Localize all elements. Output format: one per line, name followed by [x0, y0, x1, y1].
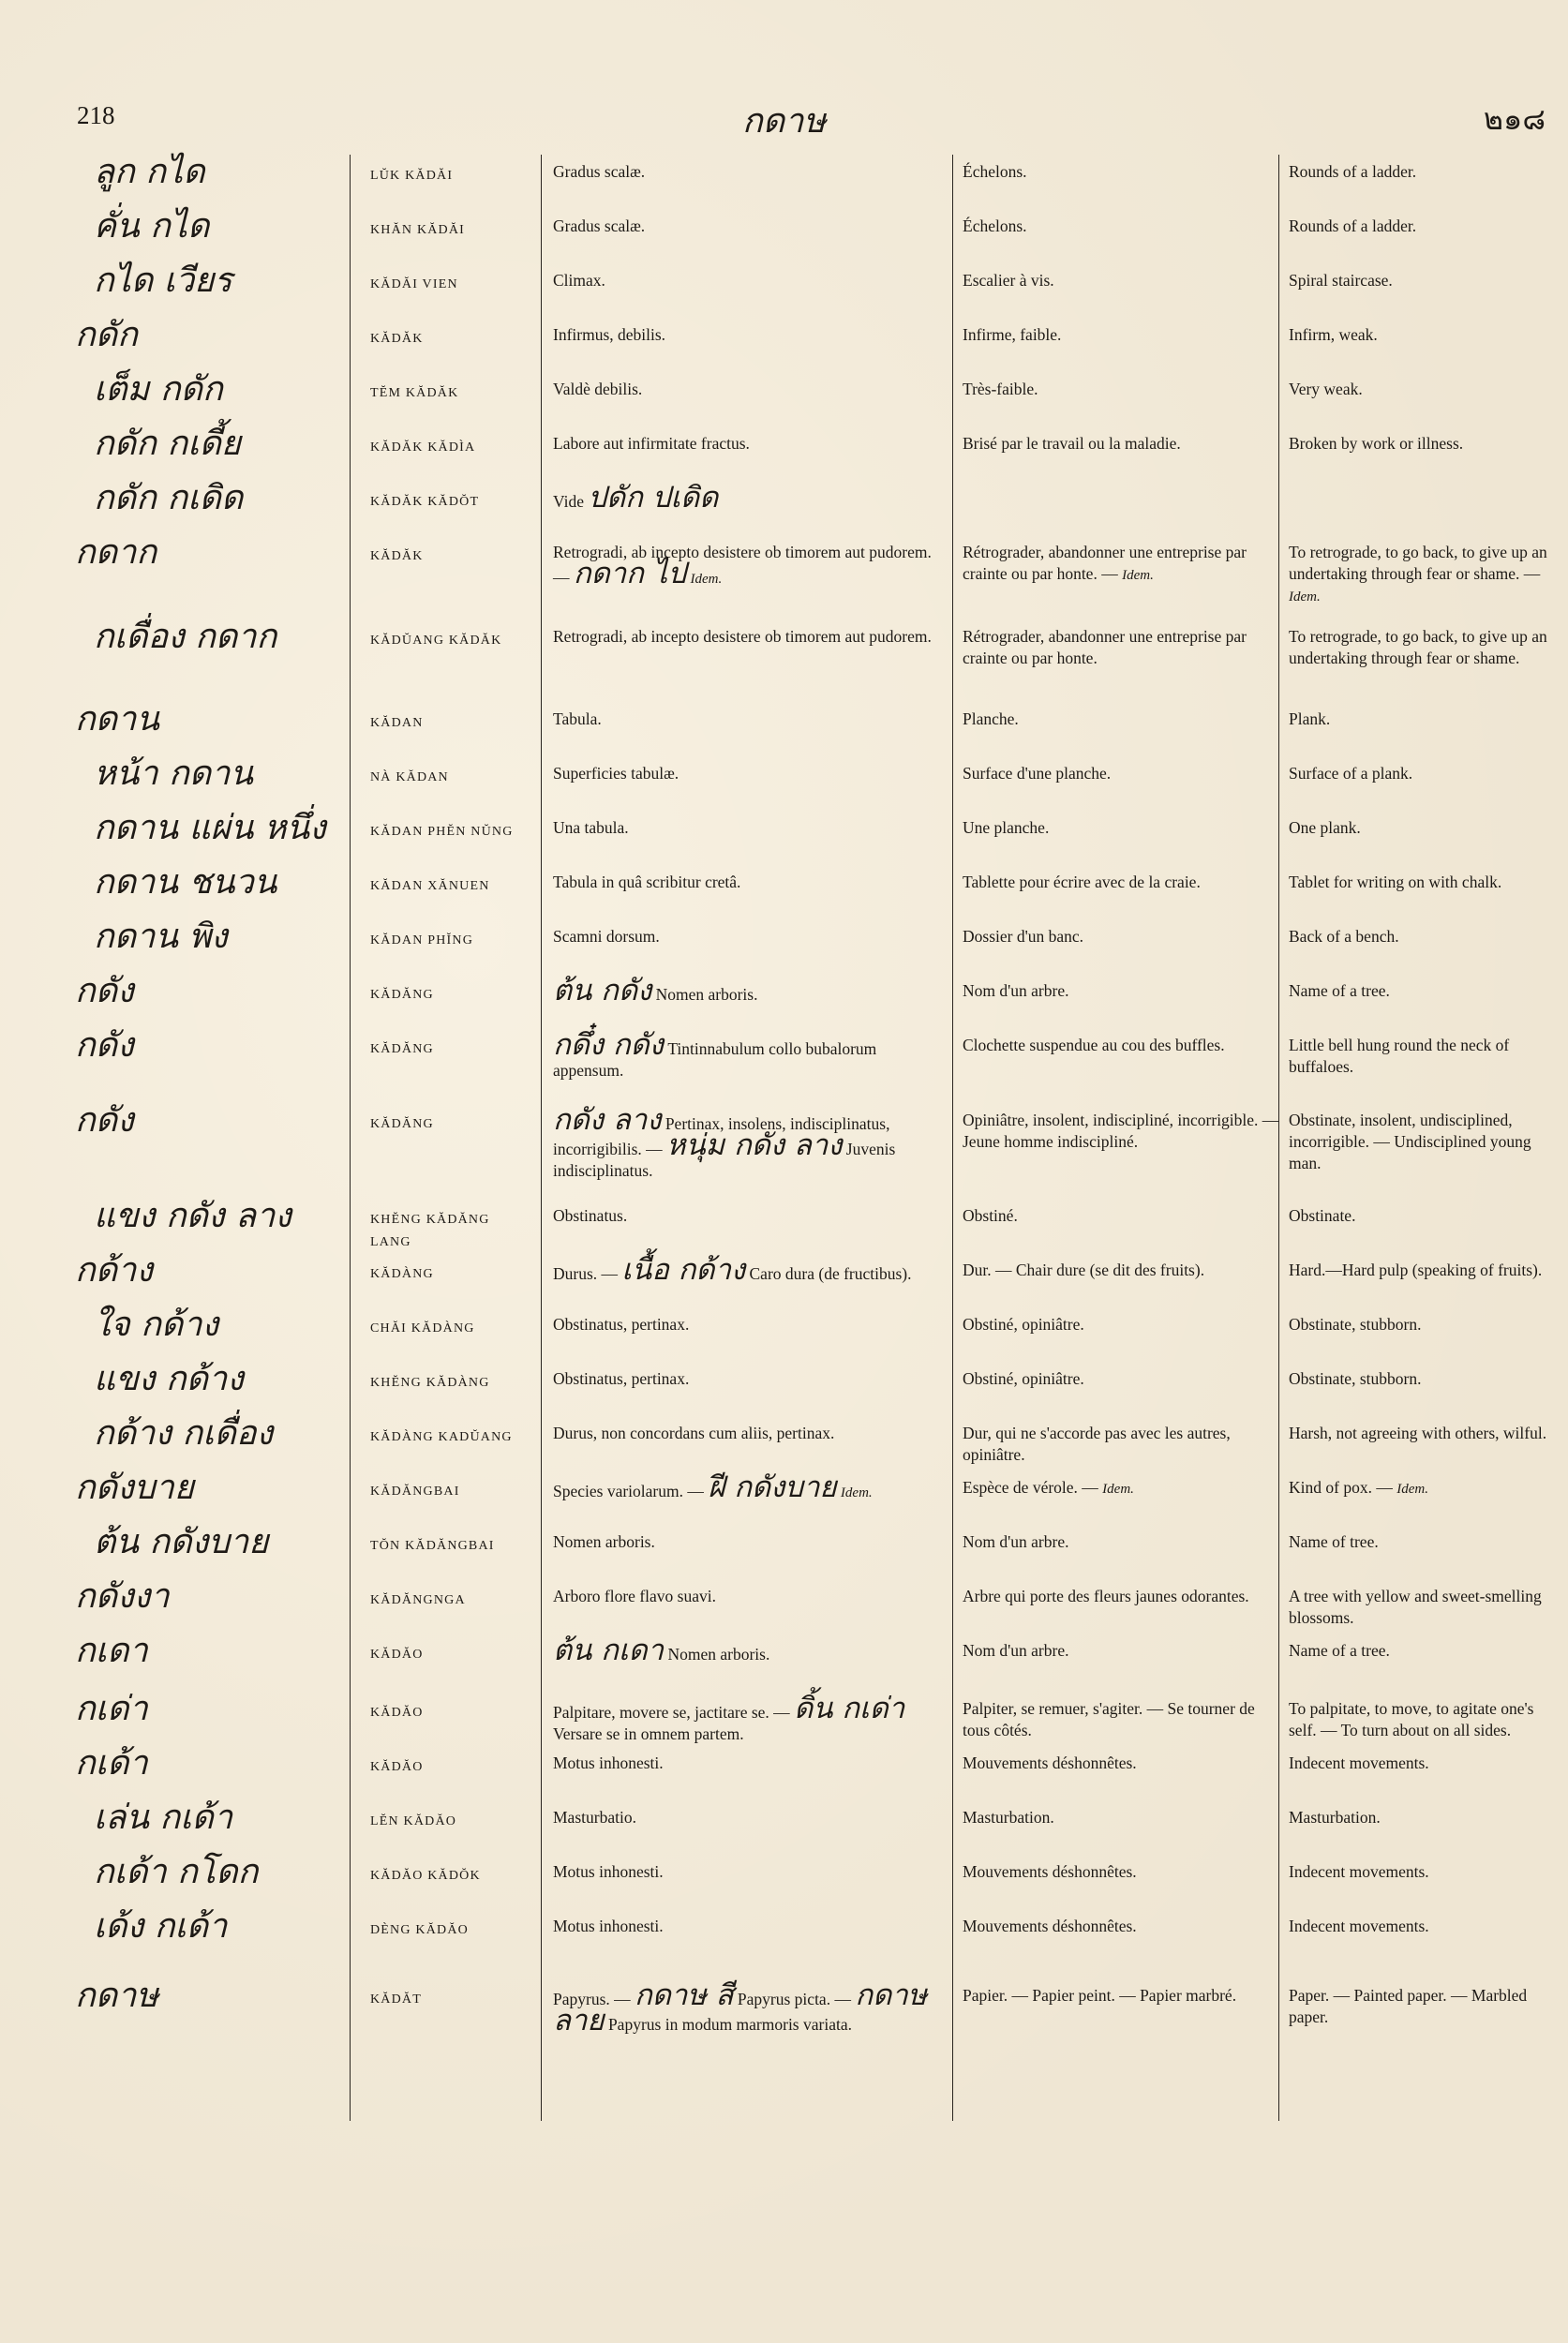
thai-example: เนื้อ กด้าง — [621, 1253, 746, 1287]
french-definition — [963, 433, 1281, 455]
french-text: Dossier d'un banc. — [963, 927, 1084, 946]
latin-definition — [553, 216, 945, 237]
romanization: KĂDĂI VIEN — [370, 277, 458, 291]
latin-definition — [553, 1634, 945, 1667]
latin-text: Valdè debilis. — [553, 380, 643, 398]
latin-definition — [553, 709, 945, 730]
french-definition — [963, 1035, 1281, 1056]
thai-example: กดาษ ลาย — [553, 1978, 928, 2037]
latin-text: Idem. — [690, 572, 723, 587]
latin-text: Papyrus. — — [553, 1990, 631, 2008]
thai-headword: กดัง — [75, 1101, 134, 1140]
latin-definition — [553, 1692, 945, 1745]
thai-example: กดาษ สี — [635, 1978, 734, 2012]
latin-definition — [553, 1586, 945, 1607]
latin-definition — [553, 763, 945, 784]
french-text: Surface d'une planche. — [963, 764, 1112, 783]
latin-definition — [553, 1807, 945, 1828]
english-definition — [1289, 542, 1562, 608]
thai-example: ดิ้น กเด่า — [794, 1692, 905, 1725]
page-number: 218 — [77, 101, 115, 129]
english-definition — [1289, 1807, 1562, 1828]
thai-headword: คั่น กได — [94, 207, 210, 246]
thai-headword: กดังบาย — [75, 1469, 194, 1507]
latin-definition — [553, 817, 945, 839]
latin-text: Tabula. — [553, 709, 602, 728]
romanization: KĂDĂO — [370, 1648, 424, 1662]
thai-headword: ลูก กได — [94, 153, 205, 191]
latin-text: Species variolarum. — — [553, 1482, 704, 1500]
latin-text: Motus inhonesti. — [553, 1917, 664, 1935]
latin-definition — [553, 481, 945, 515]
french-definition — [963, 1314, 1281, 1336]
thai-headword: แขง กดัง ลาง — [94, 1197, 291, 1235]
latin-text: Motus inhonesti. — [553, 1862, 664, 1881]
thai-example: ต้น กดัง — [553, 974, 652, 1007]
french-text: Obstiné, opiniâtre. — [963, 1315, 1084, 1334]
thai-example: หนุ่ม กดัง ลาง — [666, 1128, 843, 1162]
latin-definition — [553, 1253, 945, 1287]
french-text: Masturbation. — [963, 1808, 1054, 1827]
thai-headword: กดาน ชนวน — [94, 863, 277, 902]
latin-definition — [553, 1470, 945, 1504]
latin-text: Nomen arboris. — [655, 985, 758, 1004]
english-idem: Idem. — [1396, 1482, 1428, 1497]
french-text: Infirme, faible. — [963, 325, 1062, 344]
thai-example: ต้น กเดา — [553, 1634, 665, 1667]
french-text: Très-faible. — [963, 380, 1038, 398]
french-definition — [963, 1985, 1281, 2007]
latin-text: Papyrus picta. — — [737, 1990, 851, 2008]
thai-headword: กเดา — [75, 1632, 148, 1670]
romanization: KĂDĂK — [370, 549, 424, 563]
french-definition — [963, 626, 1281, 669]
thai-headword: กเดื่อง กดาก — [94, 618, 277, 656]
thai-headword: ต้น กดังบาย — [94, 1523, 269, 1561]
french-definition — [963, 1260, 1281, 1281]
english-definition — [1289, 1640, 1562, 1662]
french-definition — [963, 379, 1281, 400]
romanization: LĔN KĂDĂO — [370, 1814, 457, 1828]
english-text: Indecent movements. — [1289, 1754, 1429, 1772]
latin-text: Retrogradi, ab incepto desistere ob timorem aut pudorem. — — [553, 543, 932, 587]
thai-headword: แขง กด้าง — [94, 1360, 244, 1398]
french-text: Papier. — Papier peint. — Papier marbré. — [963, 1986, 1237, 2005]
thai-headword: กดาษ — [75, 1977, 159, 2015]
english-definition — [1289, 1368, 1562, 1390]
french-definition — [963, 1807, 1281, 1828]
romanization: KĂDĂNG — [370, 988, 434, 1002]
english-definition — [1289, 872, 1562, 893]
thai-example: กดัง ลาง — [553, 1103, 662, 1137]
french-text: Dur. — Chair dure (se dit des fruits). — [963, 1261, 1205, 1279]
english-text: Indecent movements. — [1289, 1917, 1429, 1935]
romanization: TŎN KĂDĂNGBAI — [370, 1539, 495, 1553]
french-definition — [963, 1423, 1281, 1466]
english-text: Paper. — Painted paper. — Marbled paper. — [1289, 1986, 1528, 2026]
french-idem: Idem. — [1122, 568, 1154, 583]
english-text: Tablet for writing on with chalk. — [1289, 873, 1502, 891]
english-definition — [1289, 1861, 1562, 1883]
latin-text: Obstinatus. — [553, 1206, 628, 1225]
thai-headword: กเด้า — [75, 1744, 148, 1783]
french-definition — [963, 1531, 1281, 1553]
latin-text: Papyrus in modum marmoris variata. — [607, 2015, 852, 2034]
thai-headword: หน้า กดาน — [94, 754, 253, 793]
french-definition — [963, 1477, 1281, 1500]
latin-definition — [553, 270, 945, 291]
french-text: Espèce de vérole. — — [963, 1478, 1098, 1497]
latin-definition — [553, 1103, 945, 1182]
romanization: KĂDÀNG KADŬANG — [370, 1430, 513, 1444]
latin-text: Gradus scalæ. — [553, 216, 646, 235]
french-text: Obstiné. — [963, 1206, 1018, 1225]
latin-text: Nomen arboris. — [553, 1532, 655, 1551]
english-text: Obstinate. — [1289, 1206, 1356, 1225]
english-definition — [1289, 1985, 1562, 2028]
english-text: Little bell hung round the neck of buffaloes. — [1289, 1036, 1510, 1076]
thai-headword: กดัง — [75, 1026, 134, 1065]
french-definition — [963, 270, 1281, 291]
running-head: กดาษ — [741, 102, 827, 141]
latin-text: Durus. — — [553, 1264, 619, 1283]
latin-definition — [553, 1368, 945, 1390]
english-text: Obstinate, stubborn. — [1289, 1315, 1422, 1334]
french-text: Arbre qui porte des fleurs jaunes odorantes. — [963, 1587, 1249, 1605]
english-definition — [1289, 926, 1562, 948]
latin-text: Versare se in omnem partem. — [553, 1724, 744, 1743]
latin-definition — [553, 379, 945, 400]
latin-text: Palpitare, movere se, jactitare se. — — [553, 1703, 790, 1722]
romanization: KĂDĂT — [370, 1992, 422, 2007]
thai-headword: กดังงา — [75, 1577, 170, 1616]
english-text: Plank. — [1289, 709, 1331, 728]
latin-definition — [553, 626, 945, 648]
romanization: CHĂI KĂDÀNG — [370, 1321, 475, 1336]
thai-page-number: ๒๑๘ — [1483, 101, 1546, 137]
thai-headword: กดัก กเดิด — [94, 479, 244, 517]
french-definition — [963, 1586, 1281, 1607]
french-definition — [963, 542, 1281, 587]
thai-example: ปดัก ปเดิด — [588, 481, 719, 515]
english-definition — [1289, 980, 1562, 1002]
latin-text: Scamni dorsum. — [553, 927, 660, 946]
english-text: Indecent movements. — [1289, 1862, 1429, 1881]
thai-headword: กดาน — [75, 700, 159, 739]
english-text: A tree with yellow and sweet-smelling blossoms. — [1289, 1587, 1542, 1627]
latin-text: Masturbatio. — [553, 1808, 636, 1827]
latin-text: Una tabula. — [553, 818, 629, 837]
french-text: Nom d'un arbre. — [963, 1532, 1069, 1551]
english-definition — [1289, 1698, 1562, 1741]
english-definition — [1289, 1260, 1562, 1281]
latin-definition — [553, 872, 945, 893]
french-definition — [963, 1698, 1281, 1741]
english-idem: Idem. — [1289, 589, 1321, 604]
french-idem: Idem. — [1102, 1482, 1134, 1497]
romanization: KĂDĂNGNGA — [370, 1593, 466, 1607]
french-text: Brisé par le travail ou la maladie. — [963, 434, 1181, 453]
latin-text: Vide — [553, 492, 584, 511]
latin-definition — [553, 1753, 945, 1774]
column-rule — [350, 155, 351, 2121]
english-text: Masturbation. — [1289, 1808, 1381, 1827]
english-text: Back of a bench. — [1289, 927, 1399, 946]
romanization: KĂDAN PHĬNG — [370, 933, 474, 948]
thai-headword: กเด้า กโดก — [94, 1853, 259, 1891]
thai-example: ฝี กดังบาย — [708, 1470, 837, 1504]
french-definition — [963, 216, 1281, 237]
romanization: KĂDĂO — [370, 1706, 424, 1720]
latin-text: Superficies tabulæ. — [553, 764, 679, 783]
thai-headword: เต็ม กดัก — [94, 370, 223, 409]
english-definition — [1289, 379, 1562, 400]
english-definition — [1289, 817, 1562, 839]
english-text: Rounds of a ladder. — [1289, 216, 1417, 235]
english-text: To retrograde, to go back, to give up an undertaking through fear or shame. — [1289, 627, 1547, 667]
french-text: Planche. — [963, 709, 1019, 728]
romanization: LŬK KĂDĂI — [370, 169, 454, 183]
english-definition — [1289, 1477, 1562, 1500]
romanization: NÀ KĂDAN — [370, 770, 449, 784]
english-text: Hard.—Hard pulp (speaking of fruits). — [1289, 1261, 1543, 1279]
french-text: Mouvements déshonnêtes. — [963, 1917, 1137, 1935]
english-definition — [1289, 1916, 1562, 1937]
column-rule — [541, 155, 542, 2121]
romanization: KĂDĂNGBAI — [370, 1485, 460, 1499]
english-text: Rounds of a ladder. — [1289, 162, 1417, 181]
thai-example: กดึ๋ง กดัง — [553, 1028, 664, 1062]
french-text: Mouvements déshonnêtes. — [963, 1754, 1137, 1772]
latin-text: Obstinatus, pertinax. — [553, 1315, 690, 1334]
romanization: KĂDÀNG — [370, 1267, 434, 1281]
french-text: Palpiter, se remuer, s'agiter. — Se tourner de tous côtés. — [963, 1699, 1255, 1739]
english-definition — [1289, 626, 1562, 669]
latin-text: Infirmus, debilis. — [553, 325, 666, 344]
latin-definition — [553, 1423, 945, 1444]
french-definition — [963, 161, 1281, 183]
romanization: KĂDAN PHĔN NŬNG — [370, 825, 514, 839]
english-definition — [1289, 161, 1562, 183]
french-definition — [963, 1205, 1281, 1227]
latin-definition — [553, 1916, 945, 1937]
english-text: Obstinate, insolent, undisciplined, incorrigible. — Undisciplined young man. — [1289, 1111, 1531, 1172]
latin-definition — [553, 1978, 945, 2037]
french-text: Nom d'un arbre. — [963, 981, 1069, 1000]
latin-definition — [553, 1205, 945, 1227]
latin-text: Obstinatus, pertinax. — [553, 1369, 690, 1388]
english-text: Name of tree. — [1289, 1532, 1379, 1551]
french-definition — [963, 817, 1281, 839]
thai-headword: กด้าง กเดื่อง — [94, 1414, 274, 1453]
romanization: KĂDĂO — [370, 1760, 424, 1774]
thai-headword: กดาก — [75, 533, 157, 572]
latin-definition — [553, 433, 945, 455]
romanization: DÈNG KĂDĂO — [370, 1923, 469, 1937]
thai-example: กดาก ไป — [573, 557, 687, 590]
french-text: Obstiné, opiniâtre. — [963, 1369, 1084, 1388]
english-text: Harsh, not agreeing with others, wilful. — [1289, 1424, 1547, 1442]
english-text: Obstinate, stubborn. — [1289, 1369, 1422, 1388]
romanization: KĂDĂNG — [370, 1042, 434, 1056]
latin-definition — [553, 974, 945, 1007]
latin-text: Nomen arboris. — [667, 1645, 770, 1664]
column-rule — [952, 155, 953, 2121]
french-text: Une planche. — [963, 818, 1050, 837]
french-text: Escalier à vis. — [963, 271, 1054, 290]
english-text: One plank. — [1289, 818, 1361, 837]
french-definition — [963, 980, 1281, 1002]
thai-headword: กได เวียร — [94, 261, 232, 300]
french-definition — [963, 763, 1281, 784]
english-text: Infirm, weak. — [1289, 325, 1378, 344]
latin-definition — [553, 1028, 945, 1082]
romanization: KHĂN KĂDĂI — [370, 223, 466, 237]
english-definition — [1289, 270, 1562, 291]
latin-text: Climax. — [553, 271, 605, 290]
french-text: Dur, qui ne s'accorde pas avec les autres, opiniâtre. — [963, 1424, 1231, 1464]
latin-text: Durus, non concordans cum aliis, pertinax. — [553, 1424, 835, 1442]
romanization: KĂDAN — [370, 716, 424, 730]
thai-headword: กดัง — [75, 972, 134, 1010]
french-definition — [963, 926, 1281, 948]
french-text: Échelons. — [963, 162, 1027, 181]
latin-text: Motus inhonesti. — [553, 1754, 664, 1772]
english-definition — [1289, 1314, 1562, 1336]
english-definition — [1289, 1531, 1562, 1553]
latin-definition — [553, 324, 945, 346]
french-text: Rétrograder, abandonner une entreprise par crainte ou par honte. — [963, 627, 1247, 667]
latin-text: Arboro flore flavo suavi. — [553, 1587, 716, 1605]
thai-headword: กด้าง — [75, 1251, 153, 1290]
romanization: KĂDŬANG KĂDĂK — [370, 634, 502, 648]
latin-text: Retrogradi, ab incepto desistere ob timorem aut pudorem. — [553, 627, 932, 646]
french-definition — [963, 1753, 1281, 1774]
english-text: Name of a tree. — [1289, 981, 1390, 1000]
english-definition — [1289, 1110, 1562, 1174]
french-text: Mouvements déshonnêtes. — [963, 1862, 1137, 1881]
french-definition — [963, 872, 1281, 893]
english-definition — [1289, 1205, 1562, 1227]
english-definition — [1289, 1423, 1562, 1444]
english-definition — [1289, 324, 1562, 346]
latin-definition — [553, 542, 945, 590]
french-text: Clochette suspendue au cou des buffles. — [963, 1036, 1225, 1054]
thai-headword: เด้ง กเด้า — [94, 1907, 228, 1946]
english-definition — [1289, 433, 1562, 455]
thai-headword: กดาน พิง — [94, 918, 228, 956]
french-definition — [963, 1110, 1281, 1153]
romanization: KĂDĂO KĂDŎK — [370, 1869, 481, 1883]
latin-text: Gradus scalæ. — [553, 162, 646, 181]
latin-text: Labore aut infirmitate fractus. — [553, 434, 750, 453]
french-text: Opiniâtre, insolent, indiscipliné, incorrigible. — Jeune homme indiscipliné. — [963, 1111, 1279, 1151]
romanization: KHĔNG KĂDÀNG — [370, 1376, 490, 1390]
english-definition — [1289, 1586, 1562, 1629]
english-text: Broken by work or illness. — [1289, 434, 1464, 453]
french-definition — [963, 1916, 1281, 1937]
english-text: Name of a tree. — [1289, 1641, 1390, 1660]
french-definition — [963, 709, 1281, 730]
latin-definition — [553, 1861, 945, 1883]
english-text: Spiral staircase. — [1289, 271, 1393, 290]
english-text: To palpitate, to move, to agitate one's self. — To turn about on all sides. — [1289, 1699, 1534, 1739]
romanization: KĂDĂK — [370, 332, 424, 346]
thai-headword: กเด่า — [75, 1690, 148, 1728]
latin-text: Tabula in quâ scribitur cretâ. — [553, 873, 741, 891]
english-definition — [1289, 216, 1562, 237]
french-definition — [963, 324, 1281, 346]
latin-definition — [553, 1314, 945, 1336]
romanization: KĂDĂNG — [370, 1117, 434, 1131]
english-definition — [1289, 1753, 1562, 1774]
thai-headword: กดัก — [75, 316, 138, 354]
english-definition — [1289, 709, 1562, 730]
english-text: Kind of pox. — — [1289, 1478, 1393, 1497]
latin-definition — [553, 1531, 945, 1553]
latin-text: Juvenis indisciplinatus. — [553, 1140, 896, 1180]
thai-headword: ใจ กด้าง — [94, 1306, 219, 1344]
latin-definition — [553, 926, 945, 948]
romanization: KHĔNG KĂDĂNG LANG — [370, 1213, 490, 1249]
french-text: Tablette pour écrire avec de la craie. — [963, 873, 1201, 891]
latin-definition — [553, 161, 945, 183]
romanization: TĔM KĂDĂK — [370, 386, 459, 400]
romanization: KĂDĂK KĂDŎT — [370, 495, 480, 509]
english-text: Very weak. — [1289, 380, 1363, 398]
thai-headword: กดาน แผ่น หนึ่ง — [94, 809, 326, 847]
romanization: KĂDAN XĂNUEN — [370, 879, 490, 893]
english-definition — [1289, 763, 1562, 784]
french-definition — [963, 1861, 1281, 1883]
english-text: To retrograde, to go back, to give up an undertaking through fear or shame. — — [1289, 543, 1547, 583]
french-text: Échelons. — [963, 216, 1027, 235]
latin-text: Caro dura (de fructibus). — [749, 1264, 912, 1283]
french-definition — [963, 1640, 1281, 1662]
french-text: Nom d'un arbre. — [963, 1641, 1069, 1660]
french-text: Rétrograder, abandonner une entreprise par crainte ou par honte. — — [963, 543, 1247, 583]
thai-headword: กดัก กเดี้ย — [94, 425, 241, 463]
english-definition — [1289, 1035, 1562, 1078]
english-text: Surface of a plank. — [1289, 764, 1413, 783]
romanization: KĂDĂK KĂDÌA — [370, 440, 476, 455]
latin-text: Tintinnabulum collo bubalorum appensum. — [553, 1039, 877, 1080]
french-definition — [963, 1368, 1281, 1390]
thai-headword: เล่น กเด้า — [94, 1798, 233, 1837]
latin-text: Pertinax, insolens, indisciplinatus, incorrigibilis. — — [553, 1114, 890, 1158]
latin-text: Idem. — [840, 1485, 873, 1500]
